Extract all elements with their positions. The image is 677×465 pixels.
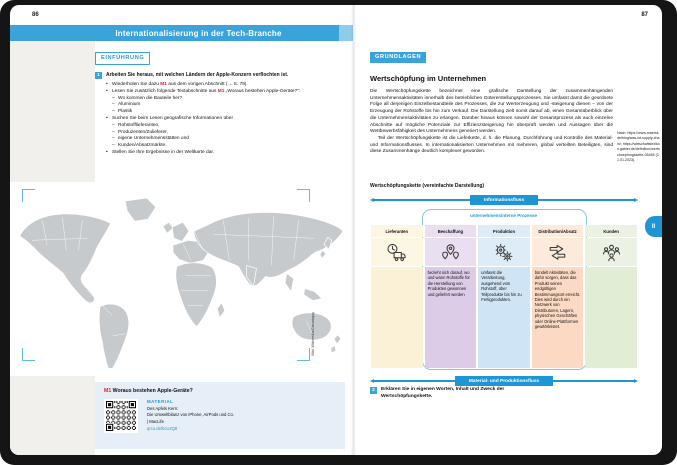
task1-bullet	[106, 96, 345, 103]
bullet-marker: –	[112, 129, 115, 135]
task1-bullets	[106, 82, 345, 157]
bullet-text: Suchen Sie beim Lesen geografische Informationen über	[112, 115, 234, 121]
bullet-marker: –	[112, 122, 115, 128]
bullet-text: Wo kommen die Bauteile her?	[118, 95, 183, 101]
material-label: MATERIAL	[147, 399, 174, 404]
bullet-text: Produzenten/Zulieferer,	[118, 129, 168, 135]
map-crop-mark-tr	[297, 189, 310, 202]
material-line: | MacLife	[147, 418, 164, 424]
valuechain-column-kunden	[585, 225, 637, 368]
material-line: Die Umweltbilanz von iPhone, AirPods und Co.	[147, 412, 235, 418]
task1-bullet	[106, 89, 345, 96]
column-description	[585, 267, 637, 368]
page-seam	[351, 5, 356, 455]
paragraph-2: Teil der Wertschöpfungskette ist die Lieferkette, d. h. die Planung, Durchführung und Kontrolle des Material- und Informationsflusses. In internationalisierten Unternehmen mit mehreren, global verteilten Beteiligten, sind diese Zusammenhänge deutlich komplexer geworden.	[370, 135, 613, 155]
internal-processes-label: unternehmensinterne Prozesse	[469, 213, 538, 218]
valuechain-columns	[371, 225, 637, 368]
map-crop-mark-br	[297, 348, 310, 361]
task1-bullet	[106, 116, 345, 123]
icon-map-pins	[425, 238, 477, 266]
arrow-right-icon	[634, 379, 638, 383]
task1-bullet	[106, 143, 345, 150]
bullet-marker: –	[112, 102, 115, 108]
map-crop-mark-bl	[22, 348, 35, 361]
bullet-text: M1	[217, 88, 225, 94]
task-2	[370, 387, 540, 400]
icon-clock-truck	[371, 238, 423, 266]
valuechain-column-produktion	[478, 225, 530, 368]
map-credit: Bild: Wikimedia/Canuckguy	[311, 312, 315, 356]
bullet-text: Lesen Sie zusätzlich folgende Textabschnitte aus	[112, 88, 218, 94]
topic-heading: Wertschöpfung im Unternehmen	[370, 74, 487, 83]
task1-bullet	[106, 150, 345, 157]
bullet-marker: –	[112, 95, 115, 101]
right-page	[353, 5, 662, 455]
bullet-text: „Woraus bestehen Apple-Geräte?“:	[224, 88, 301, 94]
page-number-right: 87	[641, 12, 648, 18]
task1-bullet	[106, 123, 345, 130]
material-line: Des Apfels Kern:	[147, 406, 179, 412]
qr-code	[104, 399, 138, 433]
column-label: Lieferanten	[371, 225, 423, 237]
column-label: Beschaffung	[425, 225, 477, 237]
bullet-text: aus dem vorigen Abschnitt (→ S. 79).	[166, 82, 248, 87]
valuechain-column-distribution	[532, 225, 584, 368]
material-flow-label: Material- und Produktionsfluss	[455, 376, 553, 386]
bullet-text: M1	[160, 82, 167, 87]
column-label: Produktion	[478, 225, 530, 237]
bullet-marker: –	[112, 143, 115, 149]
column-description: umfasst die Verarbeitung, ausgehend vom Rohstoff, über Teilprodukte bis hin zu Fertigprodukten.	[478, 267, 530, 368]
world-map	[12, 190, 344, 368]
task1-bullet	[106, 102, 345, 109]
bullet-text: Rohstofflieferanten,	[118, 122, 160, 128]
column-description: bündelt Aktivitäten, die dafür sorgen, dass das Produkt seinen endgültigen Bestimmungsort erreicht. Dies wird durch ein Netzwerk von Distributoren, Lagern, physischen Geschäften oder Online-Plattformen gewährleistet.	[532, 267, 584, 368]
task-2-text: Erklären Sie in eigenen Worten, Inhalt und Zweck der Wertschöpfungskette.	[381, 387, 505, 399]
m1-title-text: Woraus bestehen Apple-Geräte?	[112, 388, 193, 394]
section-tab-einfuehrung: EINFÜHRUNG	[95, 52, 150, 65]
information-flow-arrow	[370, 195, 638, 205]
bullet-marker: •	[106, 88, 108, 94]
chapter-header-bar	[10, 25, 353, 41]
source-margin-note: Nach: https://www.maersk.de/blog/was-ist-supply-chain/; https://wirtschaftslexikon.gabler.de/definition/wertschoepfungskette-06465 (31.01.2023).	[617, 131, 660, 162]
bullet-text: Plastik	[118, 109, 133, 115]
body-text	[370, 89, 613, 156]
column-label: Distribution/Absatz	[532, 225, 584, 237]
page-number-left: 86	[32, 12, 39, 18]
task1-bullet	[106, 109, 345, 116]
task-1-title: Arbeiten Sie heraus, mit welchen Ländern der Apple-Konzern verflochten ist.	[106, 72, 289, 78]
valuechain-diagram	[370, 195, 638, 386]
diagram-title: Wertschöpfungskette (vereinfachte Darstellung)	[370, 183, 485, 189]
bullet-marker: –	[112, 109, 115, 115]
bullet-text: Stellen Sie Ihre Ergebnisse in der Weltkarte dar.	[112, 149, 215, 155]
chapter-index-tab[interactable]: II	[645, 216, 662, 237]
task-1	[95, 72, 345, 157]
bullet-text: Wiederholen Sie dazu	[112, 82, 161, 87]
column-description	[371, 267, 423, 368]
bullet-marker: •	[106, 149, 108, 155]
bullet-text: eigene Unternehmensstätten und	[118, 136, 189, 142]
bullet-marker: –	[112, 136, 115, 142]
world-map-block	[10, 182, 353, 376]
valuechain-column-beschaffung	[425, 225, 477, 368]
icon-transfer-arrows	[532, 238, 584, 266]
m1-label: M1	[104, 388, 112, 394]
bullet-text: Aluminium	[118, 102, 141, 108]
paragraph-1: Die Wertschöpfungskette bezeichnet eine grafische Darstellung der zusammenhängenden Unternehmensaktivitäten innerhalb des betrieblichen Gütererstellungsprozesses. Sie umfasst damit die geordnete Folge all derjenigen Einzelbestandteile des Prozesses, die zur Werterzeugung und -steigerung dienen – von der Erzeugung der Rohstoffe bis hin zum Verkauf. Die Darstellung zielt somit darauf ab, einen Gesamtüberblick über die Unternehmensaktivitäten zu erlangen. Darüber hinaus können sowohl der Gesamtprozess als auch einzelne Abschnitte auf mögliche Potenziale zur Effizienzsteigerung hin überprüft werden und Aussagen über die Wettbewerbsfähigkeit des Unternehmens generiert werden.	[370, 89, 613, 135]
valuechain-column-lieferanten	[371, 225, 423, 368]
task1-bullet	[106, 82, 345, 89]
task-1-number: 1	[95, 72, 102, 79]
material-flow-arrow	[370, 376, 638, 386]
icon-gears	[478, 238, 530, 266]
task-2-number: 2	[370, 387, 377, 394]
section-tab-grundlagen: GRUNDLAGEN	[370, 52, 426, 63]
column-description: bezieht sich darauf, wo und wann Rohstoffe für die Herstellung von Produkten gewonnen und geliefert werden	[425, 267, 477, 368]
icon-people	[585, 238, 637, 266]
bullet-marker: •	[106, 115, 108, 121]
book-spread	[10, 5, 662, 455]
chapter-title: Internationalisierung in der Tech-Branche	[115, 28, 282, 38]
material-link[interactable]: qrco.de/bcUzQ8	[147, 425, 178, 431]
column-label: Kunden	[585, 225, 637, 237]
map-crop-mark-tl	[22, 189, 35, 202]
arrow-right-icon	[634, 198, 638, 202]
material-m1-box	[95, 382, 345, 449]
bullet-marker: •	[106, 82, 108, 87]
information-flow-label: Informationsfluss	[470, 195, 538, 205]
bullet-text: Kunden/Absatzmärkte.	[118, 143, 167, 149]
